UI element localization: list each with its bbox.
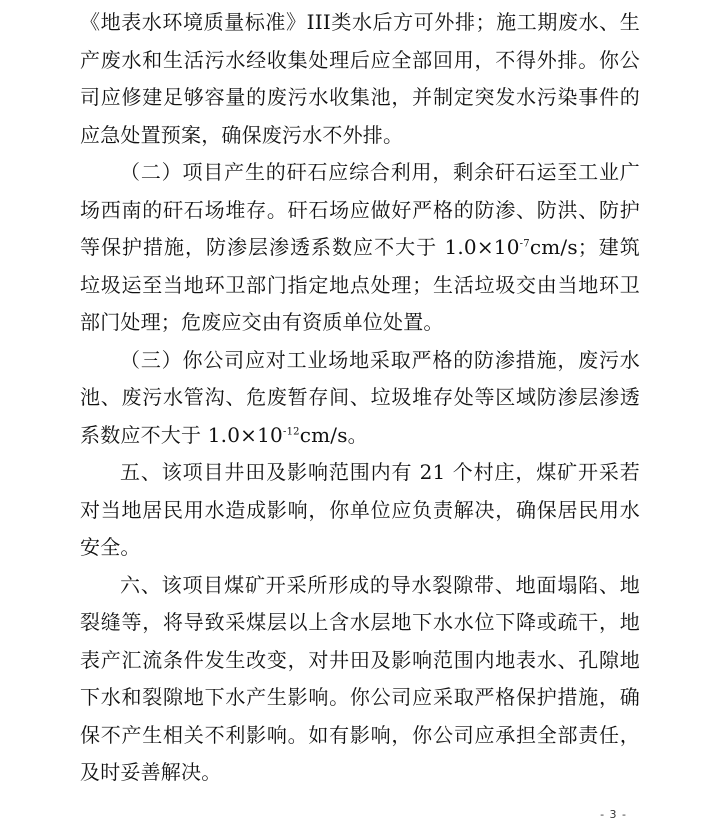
exponent: -12 [282, 425, 300, 437]
paragraph-text-after: cm/s。 [299, 422, 368, 447]
page-number: - 3 - [600, 808, 627, 821]
paragraph-village-water [80, 454, 640, 567]
paragraph-text: 五、该项目井田及影响范围内有 21 个村庄，煤矿开采若对当地居民用水造成影响，你单位应负责解决，确保居民用水安全。 [80, 460, 640, 559]
paragraph-text: 六、该项目煤矿开采所形成的导水裂隙带、地面塌陷、地裂缝等，将导致采煤层以上含水层地下水水位下降或疏干，地表产汇流条件发生改变，对井田及影响范围内地表水、孔隙地下水和裂隙地下水产生影响。你公司应采取严格保护措施，确保不产生相关不利影响。如有影响，你公司应承担全部责任，及时妥善解决。 [80, 572, 640, 784]
paragraph-water-standard [80, 4, 640, 154]
paragraph-text: 《地表水环境质量标准》III类水后方可外排；施工期废水、生产废水和生活污水经收集处理后应全部回用，不得外排。你公司应修建足够容量的废污水收集池，并制定突发水污染事件的应急处置预案，确保废污水不外排。 [80, 10, 640, 147]
paragraph-text-after: cm/s；建筑垃圾运至当地环卫部门指定地点处理；生活垃圾交由当地环卫部门处理；危废应交由有资质单位处置。 [80, 235, 640, 334]
paragraph-mining-impact [80, 567, 640, 792]
paragraph-seepage-prevention [80, 342, 640, 455]
exponent: -7 [519, 238, 530, 250]
paragraph-text-before: （三）你公司应对工业场地采取严格的防渗措施，废污水池、废污水管沟、危废暂存间、垃圾堆存处等区域防渗层渗透系数应不大于 1.0×10 [80, 347, 640, 447]
paragraph-text-before: （二）项目产生的矸石应综合利用，剩余矸石运至工业广场西南的矸石场堆存。矸石场应做好严格的防渗、防洪、防护等保护措施，防渗层渗透系数应不大于 1.0×10 [80, 160, 640, 259]
document-body [80, 4, 640, 792]
paragraph-gangue-disposal [80, 154, 640, 342]
